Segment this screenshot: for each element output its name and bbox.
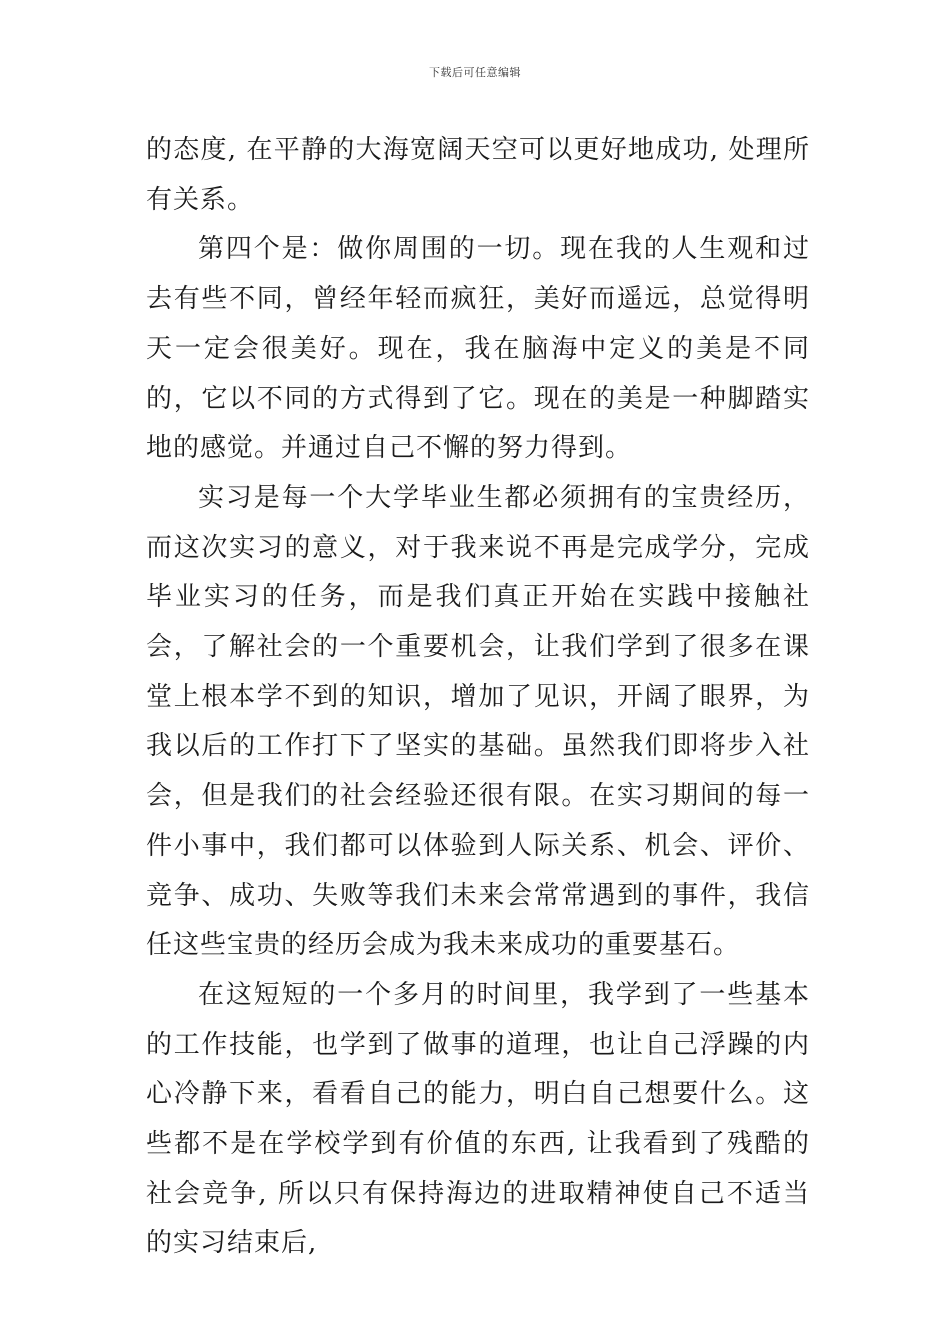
paragraph-2: 第四个是：做你周围的一切。现在我的人生观和过去有些不同，曾经年轻而疯狂，美好而遥远，总觉得明天一定会很美好。现在，我在脑海中定义的美是不同的，它以不同的方式得到了它。现在的美是一种脚踏实地的感觉。并通过自己不懈的努力得到。 [146, 234, 810, 464]
paragraph-4: 在这短短的一个多月的时间里，我学到了一些基本的工作技能，也学到了做事的道理，也让自己浮躁的内心冷静下来，看看自己的能力，明白自己想要什么。这些都不是在学校学到有价值的东西, 让我看到了残酷的社会竞争, 所以只有保持海边的进取精神使自己不适当的实习结束后, [146, 979, 810, 1259]
document-body [146, 126, 810, 1269]
page-header: 下载后可任意编辑 [429, 66, 521, 79]
paragraph-3: 实习是每一个大学毕业生都必须拥有的宝贵经历，而这次实习的意义，对于我来说不再是完成学分，完成毕业实习的任务，而是我们真正开始在实践中接触社会，了解社会的一个重要机会，让我们学到了很多在课堂上根本学不到的知识，增加了见识，开阔了眼界，为我以后的工作打下了坚实的基础。虽然我们即将步入社会，但是我们的社会经验还很有限。在实习期间的每一件小事中，我们都可以体验到人际关系、机会、评价、竞争、成功、失败等我们未来会常常遇到的事件，我信任这些宝贵的经历会成为我未来成功的重要基石。 [146, 482, 810, 961]
paragraph-1: 的态度, 在平静的大海宽阔天空可以更好地成功, 处理所有关系。 [146, 135, 810, 215]
